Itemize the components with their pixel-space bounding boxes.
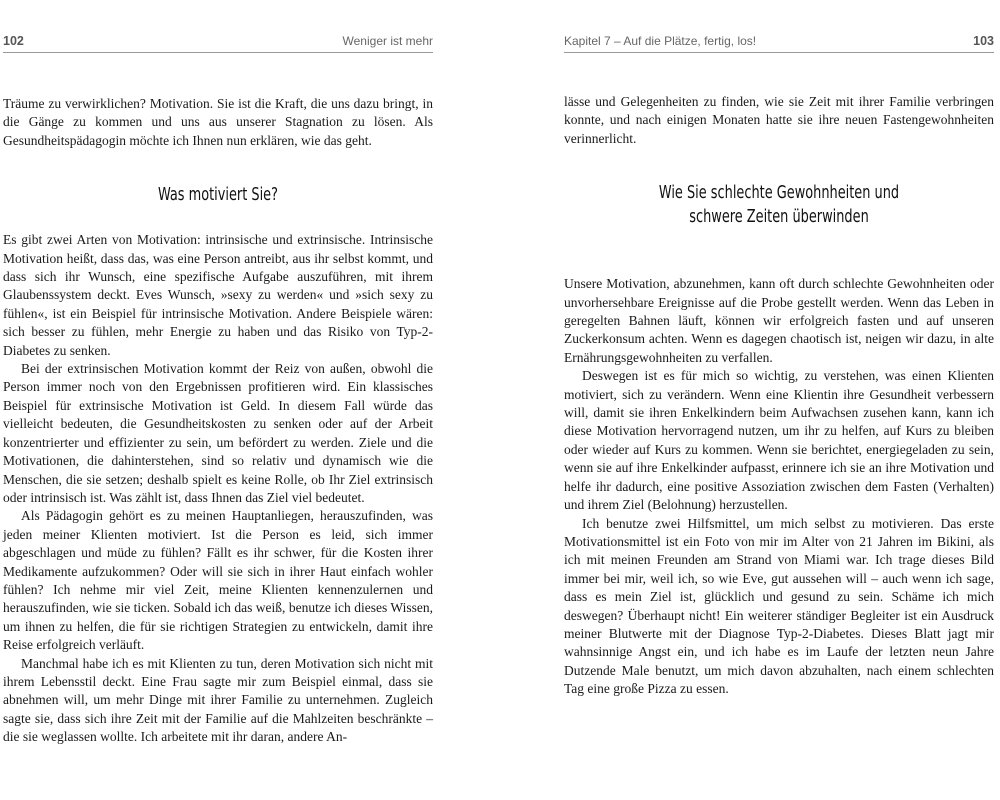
body-paragraph: Manchmal habe ich es mit Klienten zu tun, deren Motivation sich nicht mit ihrem Lebensstil deckt. Eine Frau sagte mir zum Beispiel einmal, dass sie abnehmen will, um mehr Dinge mit ihrer Familie zu unternehmen. Zugleich sagte sie, dass sich ihre Zeit mit der Familie auf die Mahlzeiten beschränkte – die sie weglassen wollte. Ich arbeitete mit ihr daran, andere An-: [3, 655, 433, 745]
body-paragraph: Es gibt zwei Arten von Motivation: intrinsische und extrinsische. Intrinsische Motivation heißt, dass das, was eine Person antreibt, aus ihr selbst kommt, und dass sich ihr Wunsch, eine spezifische Aufgabe auszuführen, mit ihrem Glaubenssystem deckt. Eves Wunsch, »sexy zu werden« und »sich sexy zu fühlen«, ist ein Beispiel für intrinsische Motivation. Andere Beispiele wären: sich besser zu fühlen, mehr Energie zu haben und das Risiko von Typ-2-Diabetes zu senken.: [3, 232, 433, 358]
body-paragraph: Bei der extrinsischen Motivation kommt der Reiz von außen, obwohl die Person immer noch von den Ergebnissen profitieren wird. Ein klassisches Beispiel für extrinsische Motivation ist Geld. In diesem Fall würde das vielleicht bedeuten, die Gesundheitskosten zu senken oder auf der Arbeit konzentrierter und effizienter zu sein, um befördert zu werden. Ziele und die Motivationen, die dahinterstehen, sind so relativ und dynamisch wie die Menschen, die sie setzen; deshalb spielt es keine Rolle, ob Ihr Ziel extrinsisch oder intrinsisch ist. Was zählt ist, dass Ihnen das Ziel viel bedeutet.: [3, 361, 433, 505]
section-heading-line: Wie Sie schlechte Gewohnheiten und: [658, 183, 900, 204]
intro-paragraph: Träume zu verwirklichen? Motivation. Sie ist die Kraft, die uns dazu bringt, in die Gänge zu kommen und uns aus unserer Stagnation zu lösen. Als Gesundheitspädagogin möchte ich Ihnen nun erklären, wie das geht.: [3, 96, 433, 148]
section-heading: [603, 181, 956, 229]
body-paragraph: Ich benutze zwei Hilfsmittel, um mich selbst zu motivieren. Das erste Motivationsmittel ist ein Foto von mir im Alter von 21 Jahren im Bikini, als ich mit meinen Freunden am Strand von Miami war. Ich trage dieses Bild immer bei mir, weil ich, so wie Eve, gut aussehen will – auch wenn ich sage, dass es mein Ziel ist, glücklich und gesund zu sein. Schäme ich mich deswegen? Überhaupt nicht! Ein weiterer ständiger Begleiter ist ein Ausdruck meiner Blutwerte mit der Diagnose Typ-2-Diabetes. Dieses Blatt jagt mir wahnsinnige Angst ein, und ich habe es im Laufe der letzten neun Jahre Dutzende Male benutzt, um mich davon abzuhalten, nach einem schlechten Tag eine große Pizza zu essen.: [564, 515, 994, 697]
page-number: 102: [3, 34, 24, 48]
body-paragraph: Deswegen ist es für mich so wichtig, zu verstehen, was einen Klienten motiviert, sich zu verändern. Wenn eine Klientin ihre Gesundheit verbessern will, damit sie ihren Enkelkindern beim Aufwachsen zusehen kann, kann ich diese Motivation hervorragend nutzen, um ihr zu helfen, auf Kurs zu bleiben oder wieder auf Kurs zu kommen. Wenn sie berichtet, energiegeladen zu sein, wenn sie auf ihre Enkelkinder aufpasst, erinnere ich sie an ihre Motivation und helfe ihr dadurch, eine positive Assoziation zwischen dem Fasten (Verhalten) und ihrem Ziel (Belohnung) herzustellen.: [564, 368, 994, 513]
left-page-header: [3, 30, 433, 53]
running-title: Kapitel 7 – Auf die Plätze, fertig, los!: [564, 34, 757, 48]
body-paragraph: Unsere Motivation, abzunehmen, kann oft durch schlechte Gewohnheiten oder unvorhersehbare Ereignisse auf die Probe gestellt werden. Wenn das Leben in geregelten Bahnen läuft, können wir erfolgreich fasten und auf unseren Zuckerkonsum achten. Wenn es dagegen chaotisch ist, neigen wir dazu, in alte Ernährungsgewohnheiten zu verfallen.: [564, 276, 994, 365]
right-page-body: [564, 93, 994, 699]
page-number: 103: [973, 34, 994, 48]
right-page: [564, 0, 994, 800]
intro-paragraph: lässe und Gelegenheiten zu finden, wie sie Zeit mit ihrer Familie verbringen konnte, und nach einigen Monaten hatte sie ihre neuen Fastengewohnheiten verinnerlicht.: [564, 94, 994, 146]
section-heading: Was motiviert Sie?: [158, 185, 278, 206]
right-page-header: [564, 30, 994, 53]
left-page: [3, 0, 433, 800]
running-title: Weniger ist mehr: [342, 34, 433, 48]
left-page-body: [3, 95, 433, 747]
body-paragraph: Als Pädagogin gehört es zu meinen Hauptanliegen, herauszufinden, was jeden meiner Klienten motiviert. Ist die Person es leid, sich immer abgeschlagen und müde zu fühlen? Fällt es ihr schwer, für die Kosten ihrer Medikamente aufzukommen? Oder will sie sich in ihrer Haut einfach wohler fühlen? Ich nehme mir viel Zeit, meine Klienten kennenzulernen und herauszufinden, wie sie ticken. Sobald ich das weiß, benutze ich dieses Wissen, um ihnen zu helfen, die für sie richtigen Strategien zu entwickeln, damit ihre Reise erfolgreich verläuft.: [3, 508, 433, 653]
section-heading-line: schwere Zeiten überwinden: [689, 207, 869, 228]
